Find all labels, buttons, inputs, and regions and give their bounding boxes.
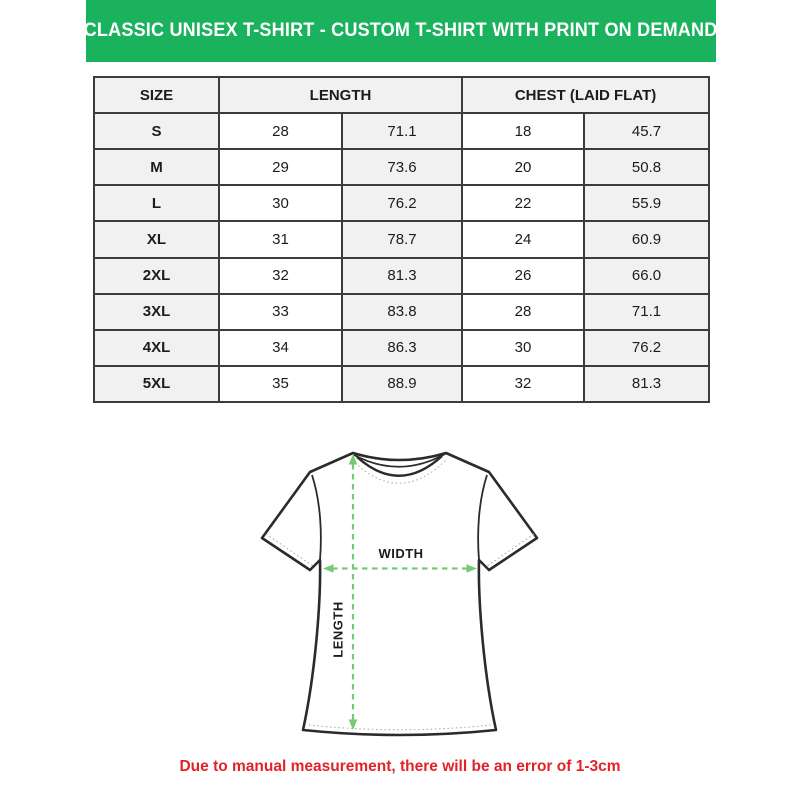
length-cm-cell: 81.3 [342,258,462,294]
table-row [94,221,709,257]
size-cell: 3XL [94,294,219,330]
title-banner [86,0,716,62]
chest-cm-cell: 45.7 [584,113,709,149]
table-row [94,330,709,366]
table-row [94,366,709,402]
size-cell: L [94,185,219,221]
header-chest: CHEST (LAID FLAT) [462,77,709,113]
length-cm-cell: 78.7 [342,221,462,257]
table-row [94,294,709,330]
size-table-wrap [93,76,710,403]
size-cell: XL [94,221,219,257]
size-cell: 5XL [94,366,219,402]
chest-in-cell: 26 [462,258,584,294]
chest-cm-cell: 60.9 [584,221,709,257]
length-in-cell: 33 [219,294,342,330]
chest-in-cell: 20 [462,149,584,185]
table-header-row [94,77,709,113]
size-cell: M [94,149,219,185]
table-row [94,113,709,149]
chest-cm-cell: 50.8 [584,149,709,185]
chest-in-cell: 30 [462,330,584,366]
chest-cm-cell: 55.9 [584,185,709,221]
length-in-cell: 28 [219,113,342,149]
chest-cm-cell: 76.2 [584,330,709,366]
chest-cm-cell: 66.0 [584,258,709,294]
chest-cm-cell: 81.3 [584,366,709,402]
measurement-error-note: Due to manual measurement, there will be an error of 1-3cm [179,758,621,775]
page-title: CLASSIC UNISEX T-SHIRT - CUSTOM T-SHIRT WITH PRINT ON DEMAND [84,20,718,41]
header-length: LENGTH [219,77,462,113]
length-cm-cell: 76.2 [342,185,462,221]
chest-in-cell: 22 [462,185,584,221]
tshirt-outline-drawing [255,443,545,738]
length-in-cell: 34 [219,330,342,366]
size-cell: 2XL [94,258,219,294]
table-row [94,258,709,294]
size-cell: 4XL [94,330,219,366]
length-in-cell: 32 [219,258,342,294]
length-cm-cell: 71.1 [342,113,462,149]
chest-cm-cell: 71.1 [584,294,709,330]
length-dimension-label: LENGTH [330,601,346,658]
length-in-cell: 30 [219,185,342,221]
chest-in-cell: 18 [462,113,584,149]
chest-in-cell: 32 [462,366,584,402]
length-in-cell: 35 [219,366,342,402]
chest-in-cell: 28 [462,294,584,330]
width-dimension-label: WIDTH [378,546,424,561]
table-row [94,149,709,185]
size-table [93,76,710,403]
length-cm-cell: 83.8 [342,294,462,330]
tshirt-body [262,453,537,735]
length-in-cell: 31 [219,221,342,257]
table-row [94,185,709,221]
chest-in-cell: 24 [462,221,584,257]
tshirt-measurement-diagram [255,443,545,738]
size-cell: S [94,113,219,149]
length-in-cell: 29 [219,149,342,185]
header-size: SIZE [94,77,219,113]
length-cm-cell: 86.3 [342,330,462,366]
length-cm-cell: 73.6 [342,149,462,185]
length-cm-cell: 88.9 [342,366,462,402]
